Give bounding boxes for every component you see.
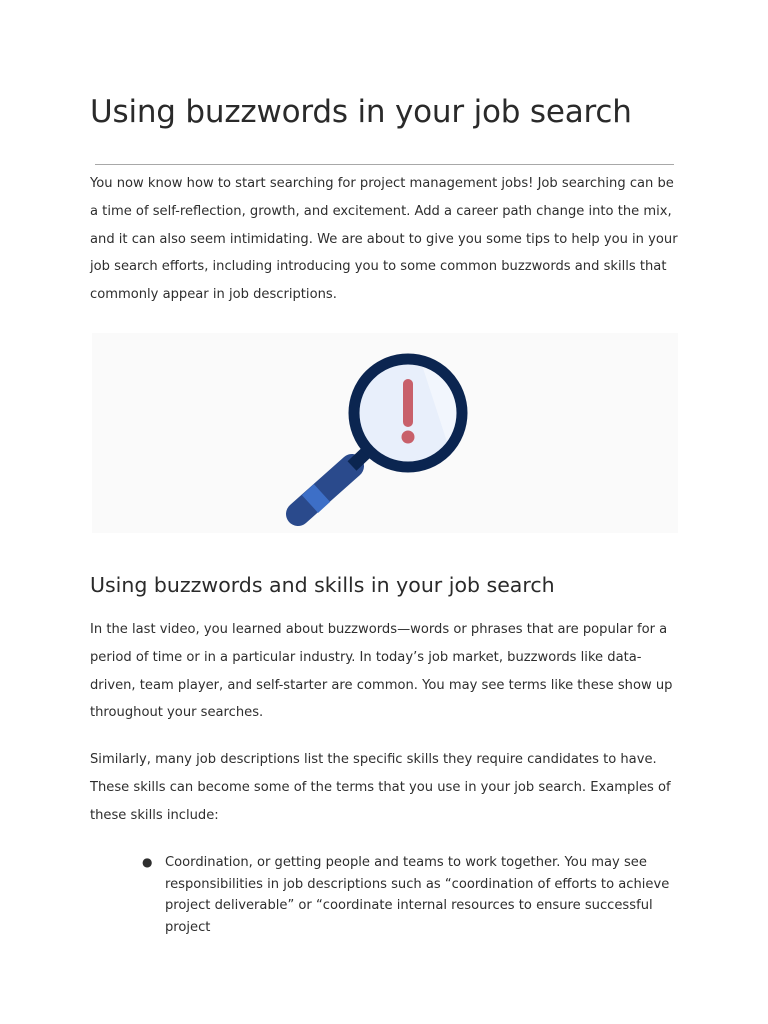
page-title: Using buzzwords in your job search <box>90 94 632 130</box>
bullet-icon: ● <box>142 855 153 869</box>
exclamation-mark <box>402 384 415 444</box>
list-item <box>142 852 680 938</box>
illustration-panel <box>92 333 678 533</box>
magnifier-handle <box>298 449 370 514</box>
list-item-text: Coordination, or getting people and teams to work together. You may see responsibilities in job descriptions such as “coordination of efforts to achieve project deliverable” or “coordinate internal resources to ensure successful project <box>165 855 670 935</box>
section-heading: Using buzzwords and skills in your job search <box>90 573 555 597</box>
magnifying-glass-exclamation-icon <box>92 333 678 533</box>
skills-paragraph: Similarly, many job descriptions list the specific skills they require candidates to have. These skills can become some of the terms that you use in your job search. Examples of these skills include: <box>90 752 671 823</box>
title-divider <box>95 164 674 165</box>
buzzwords-paragraph: In the last video, you learned about buzzwords—words or phrases that are popular for a period of time or in a particular industry. In today’s job market, buzzwords like data-driven, team player, and self-starter are common. You may see terms like these show up throughout your searches. <box>90 622 673 721</box>
intro-paragraph: You now know how to start searching for project management jobs! Job searching can be a time of self-reflection, growth, and excitement. Add a career path change into the mix, and it can also seem intimidating. We are about to give you some tips to help you in your job search efforts, including introducing you to some common buzzwords and skills that commonly appear in job descriptions. <box>90 176 678 303</box>
skills-list <box>142 852 680 938</box>
